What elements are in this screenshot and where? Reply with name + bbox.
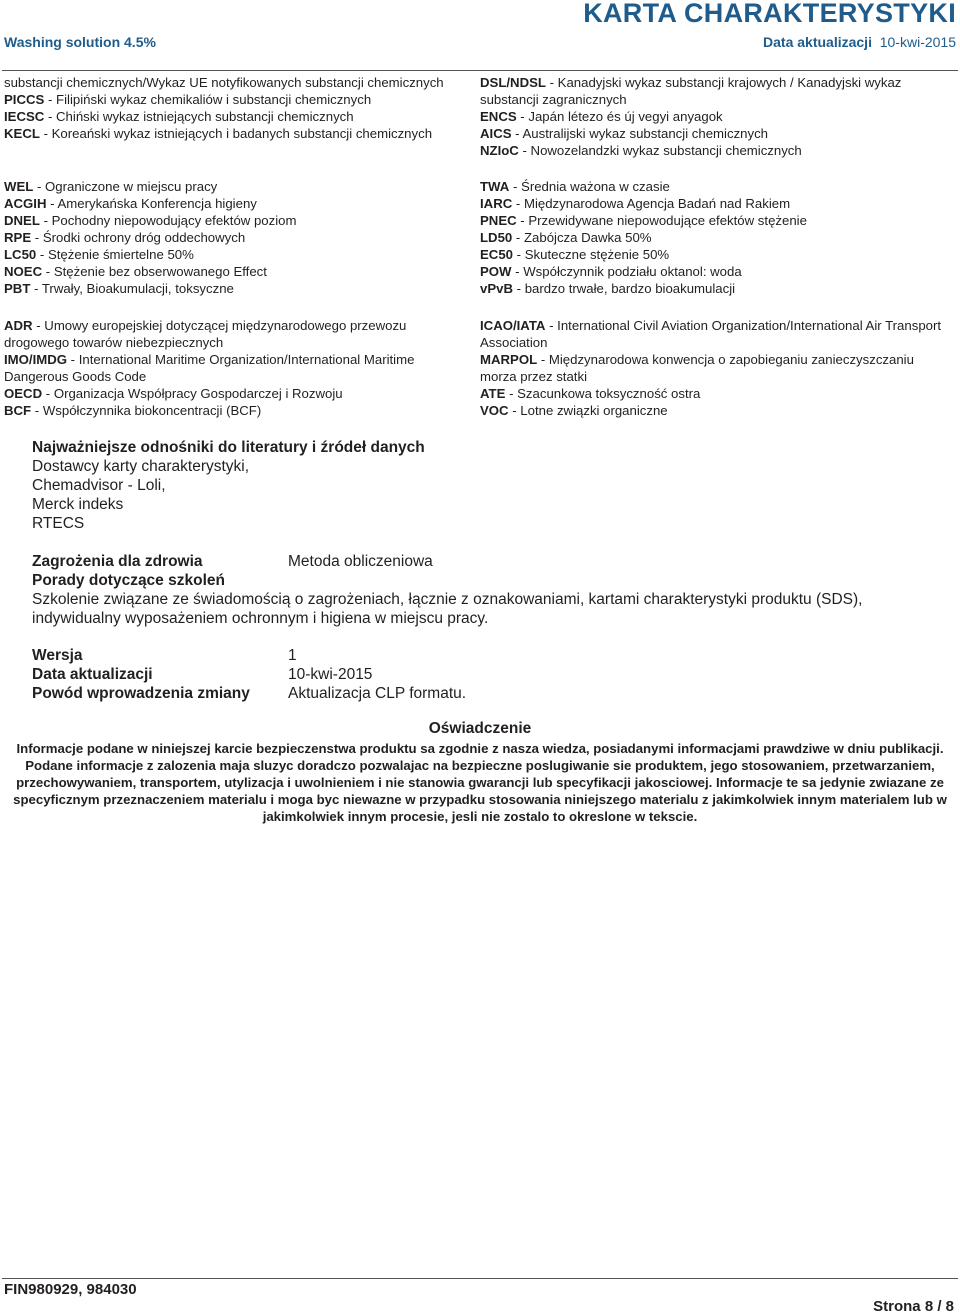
abbr-entry: WEL - Ograniczone w miejscu pracy xyxy=(4,179,218,194)
abbr-entry: RPE - Środki ochrony dróg oddechowych xyxy=(4,230,246,245)
reference-line: Chemadvisor - Loli, xyxy=(32,477,166,494)
abbr-entry: PBT - Trwały, Bioakumulacji, toksyczne xyxy=(4,281,234,296)
references-heading: Najważniejsze odnośniki do literatury i źródeł danych xyxy=(32,439,425,456)
product-codes: FIN980929, 984030 xyxy=(4,1281,137,1298)
references-section xyxy=(32,438,425,533)
abbr-entry: NZIoC - Nowozelandzki wykaz substancji chemicznych xyxy=(480,143,802,158)
revision-row: Powód wprowadzenia zmiany Aktualizacja CLP formatu. xyxy=(32,685,467,702)
training-section xyxy=(32,571,930,628)
abbr-entry: ADR - Umowy europejskiej dotyczącej międzynarodowego przewozu drogowego towarów niebezpiecznych xyxy=(4,318,407,350)
product-name: Washing solution 4.5% xyxy=(4,34,156,50)
abbr-entry: NOEC - Stężenie bez obserwowanego Effect xyxy=(4,264,267,279)
abbr-entry: vPvB - bardzo trwałe, bardzo bioakumulacji xyxy=(480,281,736,296)
declaration-section xyxy=(4,720,956,825)
revision-date-header xyxy=(763,34,956,50)
abbr-entry: PNEC - Przewidywane niepowodujące efektów stężenie xyxy=(480,213,807,228)
abbr-entry: VOC - Lotne związki organiczne xyxy=(480,403,668,418)
abbr-entry: ICAO/IATA - International Civil Aviation Organization/International Air Transport Association xyxy=(480,318,942,350)
revision-row: Data aktualizacji 10-kwi-2015 xyxy=(32,666,373,683)
training-heading: Porady dotyczące szkoleń xyxy=(32,572,225,589)
abbr-entry: IECSC - Chiński wykaz istniejących substancji chemicznych xyxy=(4,109,354,124)
training-text: Szkolenie związane ze świadomością o zagrożeniach, łącznie z oznakowaniami, kartami charakterystyki produktu (SDS), indywidualny wyposażeniem ochronnym i higiena w miejscu pracy. xyxy=(32,591,863,627)
abbr-entry: OECD - Organizacja Współpracy Gospodarczej i Rozwoju xyxy=(4,386,343,401)
revision-date-label: Data aktualizacji xyxy=(763,34,872,50)
footer-rule xyxy=(2,1278,958,1279)
document-title: KARTA CHARAKTERYSTYKI xyxy=(583,0,956,28)
health-hazards-label: Zagrożenia dla zdrowia xyxy=(32,553,203,570)
abbr-entry: LC50 - Stężenie śmiertelne 50% xyxy=(4,247,194,262)
abbr-entry: EC50 - Skuteczne stężenie 50% xyxy=(480,247,670,262)
abbr-entry: AICS - Australijski wykaz substancji chemicznych xyxy=(480,126,769,141)
abbr-entry: PICCS - Filipiński wykaz chemikaliów i substancji chemicznych xyxy=(4,92,372,107)
abbr-entry: KECL - Koreański wykaz istniejących i badanych substancji chemicznych xyxy=(4,126,433,141)
abbr-entry: ATE - Szacunkowa toksyczność ostra xyxy=(480,386,701,401)
health-hazards-value: Metoda obliczeniowa xyxy=(288,553,433,570)
reference-line: Merck indeks xyxy=(32,496,124,513)
abbr-entry: ENCS - Japán létezo és új vegyi anyagok xyxy=(480,109,723,124)
abbr-entry: IARC - Międzynarodowa Agencja Badań nad Rakiem xyxy=(480,196,791,211)
revision-date-value: 10-kwi-2015 xyxy=(879,34,956,50)
abbr-block1-left xyxy=(4,74,474,142)
health-hazards-row xyxy=(32,552,433,571)
abbr-entry: LD50 - Zabójcza Dawka 50% xyxy=(480,230,652,245)
abbr-block2-left xyxy=(4,178,474,297)
reference-line: RTECS xyxy=(32,515,85,532)
abbr-entry: POW - Współczynnik podziału oktanol: woda xyxy=(480,264,742,279)
abbr-block2-right xyxy=(480,178,956,297)
reference-line: Dostawcy karty charakterystyki, xyxy=(32,458,250,475)
header-rule xyxy=(2,70,958,71)
declaration-text: Informacje podane w niniejszej karcie bezpieczenstwa produktu sa zgodnie z nasza wiedza, posiadanymi informacjami prawdziwe w dniu publikacji. Podane informacje z zalozenia maja sluzyc doradczo pozwalajac na bezpieczne poslugiwanie sie produktem, jego stosowaniem, przetwarzaniem, przechowywaniem, transportem, utylizacja i uwolnieniem i nie stanowia gwarancji lub specyfikacji jakosciowej. Informacje te sa jedynie zwiazane ze specyficznym przeznaczeniem materialu i moga byc niewazne w przypadku stosowania niniejszego materialu z jakimkolwiek innym materialem lub w jakimkolwiek innym procesie, jesli nie zostalo to okreslone w tekscie. xyxy=(13,741,947,824)
abbr-entry: DNEL - Pochodny niepowodujący efektów poziom xyxy=(4,213,297,228)
declaration-title: Oświadczenie xyxy=(428,720,532,737)
abbr-entry: ACGIH - Amerykańska Konferencja higieny xyxy=(4,196,257,211)
abbr-entry: substancji chemicznych/Wykaz UE notyfikowanych substancji chemicznych xyxy=(4,75,444,90)
abbr-entry: IMO/IMDG - International Maritime Organization/International Maritime Dangerous Goods Code xyxy=(4,352,415,384)
abbr-block1-right xyxy=(480,74,956,159)
revision-row: Wersja 1 xyxy=(32,647,297,664)
page-number: Strona 8 / 8 xyxy=(873,1298,954,1315)
abbr-entry: MARPOL - Międzynarodowa konwencja o zapobieganiu zanieczyszczaniu morza przez statki xyxy=(480,352,914,384)
abbr-entry: TWA - Średnia ważona w czasie xyxy=(480,179,670,194)
abbr-entry: DSL/NDSL - Kanadyjski wykaz substancji krajowych / Kanadyjski wykaz substancji zagranicznych xyxy=(480,75,902,107)
abbr-entry: BCF - Współczynnika biokoncentracji (BCF) xyxy=(4,403,262,418)
revision-info xyxy=(32,646,466,703)
abbr-block3-left xyxy=(4,317,466,419)
abbr-block3-right xyxy=(480,317,942,419)
